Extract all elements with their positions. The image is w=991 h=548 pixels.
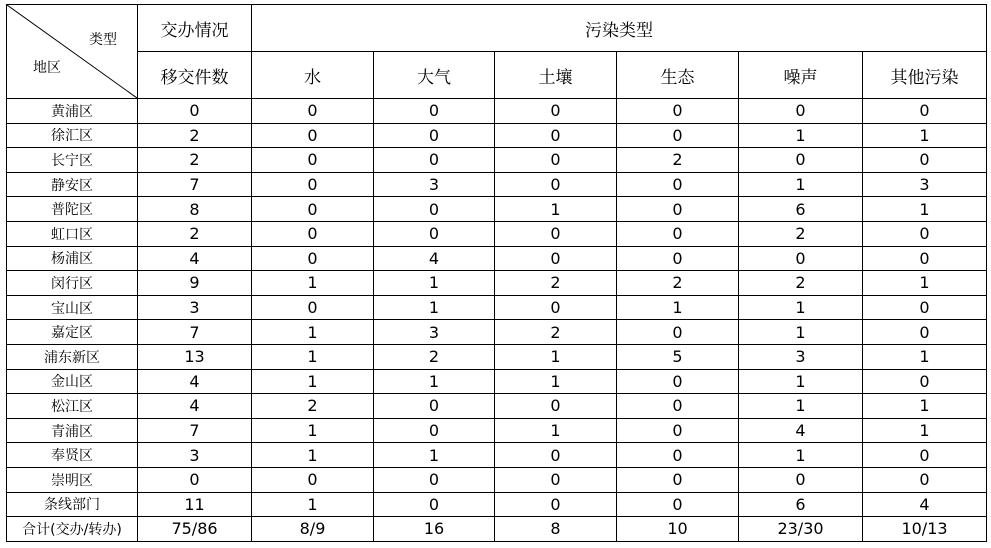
soil-cell: 1: [495, 369, 617, 394]
other-cell: 1: [863, 344, 987, 369]
air-cell: 4: [374, 246, 495, 271]
region-cell: 崇明区: [7, 467, 138, 492]
pollution-group-header: 污染类型: [252, 5, 987, 52]
eco-cell: 0: [617, 369, 739, 394]
table-row: [7, 418, 987, 443]
assign-group-header: 交办情况: [138, 5, 252, 52]
other-cell: 0: [863, 320, 987, 345]
water-cell: 1: [252, 344, 374, 369]
files-cell: 9: [138, 271, 252, 296]
eco-cell: 0: [617, 221, 739, 246]
air-cell: 0: [374, 197, 495, 222]
files-cell: 2: [138, 148, 252, 173]
table-row: [7, 295, 987, 320]
table-row: [7, 123, 987, 148]
region-cell: 宝山区: [7, 295, 138, 320]
air-cell: 0: [374, 148, 495, 173]
soil-cell: 0: [495, 467, 617, 492]
noise-cell: 1: [739, 172, 863, 197]
pollution-table: [6, 4, 987, 542]
other-cell: 0: [863, 99, 987, 124]
total-eco-cell: 10: [617, 517, 739, 542]
region-cell: 浦东新区: [7, 344, 138, 369]
air-cell: 0: [374, 492, 495, 517]
col-header-eco: 生态: [617, 52, 739, 99]
air-cell: 3: [374, 320, 495, 345]
air-cell: 1: [374, 295, 495, 320]
files-cell: 0: [138, 99, 252, 124]
eco-cell: 0: [617, 246, 739, 271]
files-cell: 2: [138, 123, 252, 148]
files-cell: 4: [138, 246, 252, 271]
table-row: [7, 246, 987, 271]
header-row-1: [7, 5, 987, 52]
air-cell: 0: [374, 123, 495, 148]
eco-cell: 0: [617, 394, 739, 419]
total-row: [7, 517, 987, 542]
noise-cell: 6: [739, 492, 863, 517]
table-row: [7, 369, 987, 394]
other-cell: 1: [863, 197, 987, 222]
air-cell: 0: [374, 394, 495, 419]
eco-cell: 0: [617, 123, 739, 148]
eco-cell: 0: [617, 467, 739, 492]
table-row: [7, 344, 987, 369]
total-label-cell: 合计(交办/转办): [7, 517, 138, 542]
air-cell: 1: [374, 271, 495, 296]
soil-cell: 0: [495, 123, 617, 148]
air-cell: 1: [374, 369, 495, 394]
other-cell: 0: [863, 369, 987, 394]
noise-cell: 1: [739, 394, 863, 419]
soil-cell: 2: [495, 320, 617, 345]
water-cell: 0: [252, 148, 374, 173]
files-cell: 7: [138, 418, 252, 443]
other-cell: 4: [863, 492, 987, 517]
other-cell: 1: [863, 418, 987, 443]
table-row: [7, 271, 987, 296]
header-row-2: [7, 52, 987, 99]
region-cell: 金山区: [7, 369, 138, 394]
col-header-files: 移交件数: [138, 52, 252, 99]
soil-cell: 1: [495, 418, 617, 443]
corner-type-label: 类型: [89, 32, 117, 48]
table-row: [7, 492, 987, 517]
region-cell: 闵行区: [7, 271, 138, 296]
soil-cell: 0: [495, 443, 617, 468]
noise-cell: 1: [739, 443, 863, 468]
region-cell: 杨浦区: [7, 246, 138, 271]
noise-cell: 0: [739, 99, 863, 124]
water-cell: 2: [252, 394, 374, 419]
table-row: [7, 467, 987, 492]
noise-cell: 6: [739, 197, 863, 222]
soil-cell: 0: [495, 295, 617, 320]
col-header-other: 其他污染: [863, 52, 987, 99]
region-cell: 青浦区: [7, 418, 138, 443]
table-row: [7, 172, 987, 197]
files-cell: 4: [138, 369, 252, 394]
region-cell: 徐汇区: [7, 123, 138, 148]
other-cell: 0: [863, 295, 987, 320]
files-cell: 7: [138, 320, 252, 345]
soil-cell: 1: [495, 344, 617, 369]
files-cell: 8: [138, 197, 252, 222]
corner-header-cell: [7, 5, 138, 99]
air-cell: 0: [374, 418, 495, 443]
other-cell: 1: [863, 394, 987, 419]
corner-region-label: 地区: [33, 60, 61, 76]
files-cell: 7: [138, 172, 252, 197]
table-row: [7, 197, 987, 222]
water-cell: 1: [252, 369, 374, 394]
region-cell: 嘉定区: [7, 320, 138, 345]
region-cell: 静安区: [7, 172, 138, 197]
other-cell: 0: [863, 246, 987, 271]
soil-cell: 2: [495, 271, 617, 296]
air-cell: 0: [374, 467, 495, 492]
eco-cell: 2: [617, 148, 739, 173]
noise-cell: 1: [739, 369, 863, 394]
noise-cell: 3: [739, 344, 863, 369]
water-cell: 0: [252, 197, 374, 222]
other-cell: 0: [863, 443, 987, 468]
eco-cell: 0: [617, 172, 739, 197]
files-cell: 3: [138, 295, 252, 320]
water-cell: 1: [252, 492, 374, 517]
region-cell: 奉贤区: [7, 443, 138, 468]
total-files-cell: 75/86: [138, 517, 252, 542]
region-cell: 虹口区: [7, 221, 138, 246]
files-cell: 11: [138, 492, 252, 517]
table-row: [7, 99, 987, 124]
region-cell: 条线部门: [7, 492, 138, 517]
air-cell: 0: [374, 221, 495, 246]
files-cell: 4: [138, 394, 252, 419]
eco-cell: 2: [617, 271, 739, 296]
soil-cell: 0: [495, 99, 617, 124]
water-cell: 0: [252, 246, 374, 271]
diagonal-divider: [7, 5, 137, 98]
pollution-table-container: [6, 4, 986, 542]
table-row: [7, 221, 987, 246]
water-cell: 0: [252, 172, 374, 197]
files-cell: 2: [138, 221, 252, 246]
soil-cell: 0: [495, 172, 617, 197]
eco-cell: 0: [617, 320, 739, 345]
soil-cell: 1: [495, 197, 617, 222]
water-cell: 1: [252, 418, 374, 443]
eco-cell: 0: [617, 443, 739, 468]
noise-cell: 2: [739, 221, 863, 246]
soil-cell: 0: [495, 492, 617, 517]
water-cell: 0: [252, 295, 374, 320]
table-body: [7, 99, 987, 542]
files-cell: 13: [138, 344, 252, 369]
soil-cell: 0: [495, 148, 617, 173]
noise-cell: 1: [739, 295, 863, 320]
noise-cell: 4: [739, 418, 863, 443]
total-other-cell: 10/13: [863, 517, 987, 542]
other-cell: 0: [863, 148, 987, 173]
noise-cell: 1: [739, 123, 863, 148]
water-cell: 0: [252, 99, 374, 124]
eco-cell: 0: [617, 418, 739, 443]
noise-cell: 0: [739, 467, 863, 492]
region-cell: 松江区: [7, 394, 138, 419]
soil-cell: 0: [495, 246, 617, 271]
table-row: [7, 148, 987, 173]
files-cell: 3: [138, 443, 252, 468]
soil-cell: 0: [495, 221, 617, 246]
total-water-cell: 8/9: [252, 517, 374, 542]
files-cell: 0: [138, 467, 252, 492]
noise-cell: 0: [739, 246, 863, 271]
eco-cell: 0: [617, 99, 739, 124]
air-cell: 0: [374, 99, 495, 124]
col-header-soil: 土壤: [495, 52, 617, 99]
eco-cell: 1: [617, 295, 739, 320]
noise-cell: 0: [739, 148, 863, 173]
other-cell: 1: [863, 123, 987, 148]
noise-cell: 1: [739, 320, 863, 345]
water-cell: 1: [252, 443, 374, 468]
noise-cell: 2: [739, 271, 863, 296]
table-row: [7, 394, 987, 419]
total-noise-cell: 23/30: [739, 517, 863, 542]
water-cell: 0: [252, 123, 374, 148]
region-cell: 长宁区: [7, 148, 138, 173]
other-cell: 0: [863, 221, 987, 246]
air-cell: 2: [374, 344, 495, 369]
eco-cell: 0: [617, 492, 739, 517]
table-row: [7, 443, 987, 468]
soil-cell: 0: [495, 394, 617, 419]
col-header-air: 大气: [374, 52, 495, 99]
table-row: [7, 320, 987, 345]
air-cell: 1: [374, 443, 495, 468]
eco-cell: 5: [617, 344, 739, 369]
eco-cell: 0: [617, 197, 739, 222]
other-cell: 1: [863, 271, 987, 296]
other-cell: 0: [863, 467, 987, 492]
water-cell: 0: [252, 467, 374, 492]
col-header-noise: 噪声: [739, 52, 863, 99]
water-cell: 0: [252, 221, 374, 246]
water-cell: 1: [252, 271, 374, 296]
other-cell: 3: [863, 172, 987, 197]
total-soil-cell: 8: [495, 517, 617, 542]
air-cell: 3: [374, 172, 495, 197]
region-cell: 普陀区: [7, 197, 138, 222]
total-air-cell: 16: [374, 517, 495, 542]
col-header-water: 水: [252, 52, 374, 99]
water-cell: 1: [252, 320, 374, 345]
region-cell: 黄浦区: [7, 99, 138, 124]
